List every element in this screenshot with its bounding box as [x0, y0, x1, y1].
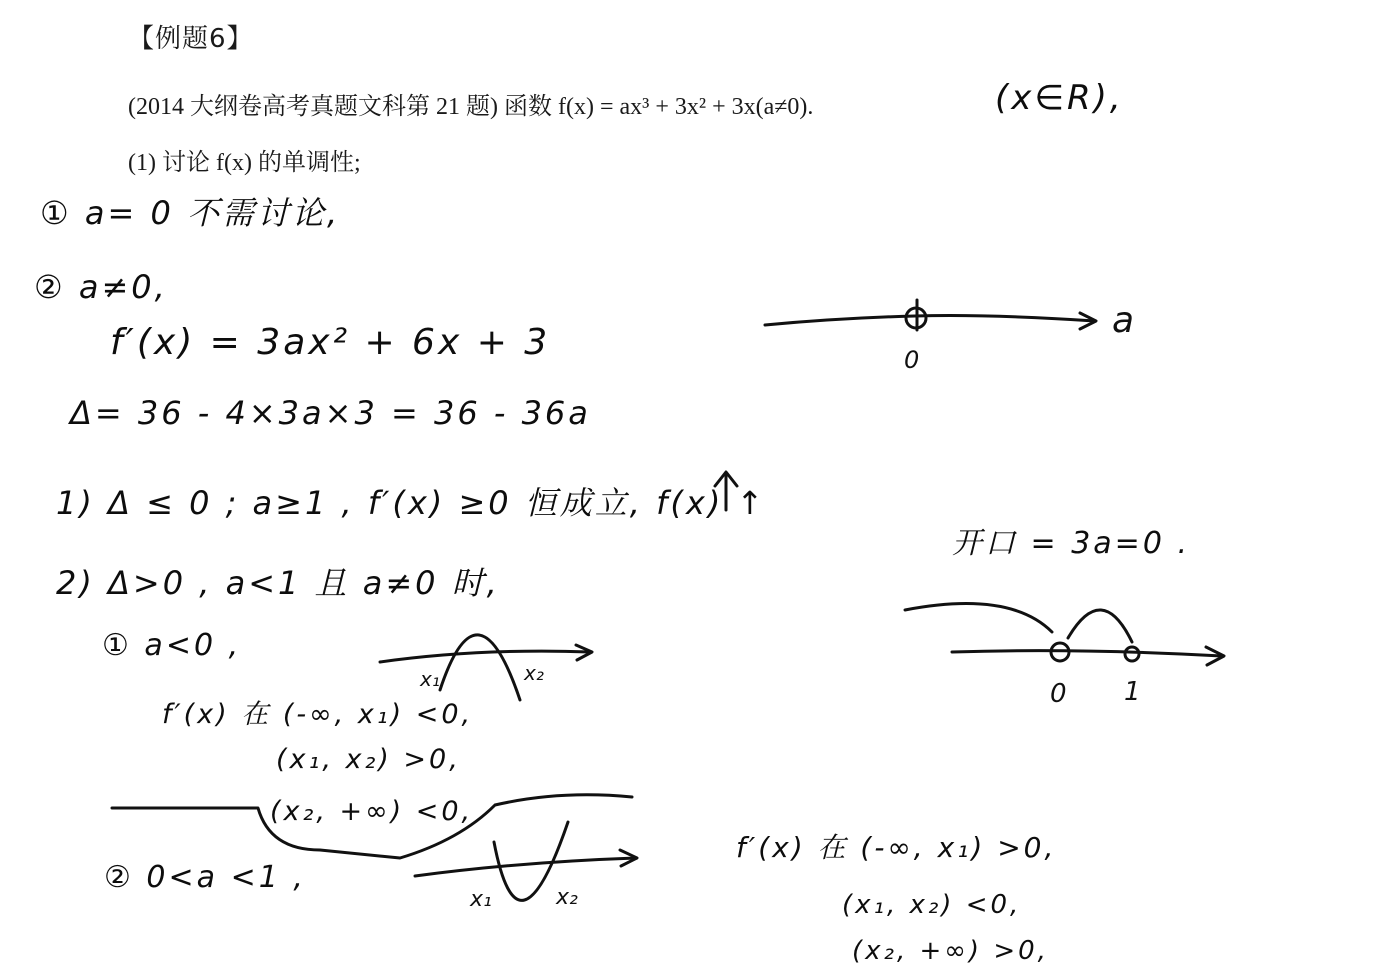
up-parabola-sketch [415, 822, 637, 912]
interval-line-2: (x₁, x₂) >0, [276, 744, 461, 775]
interval-line-1: f′(x) 在 (-∞, x₁) <0, [162, 699, 474, 730]
sub-case-1-line: 1) Δ ≤ 0 ; a≥1 , f′(x) ≥0 恒成立, f(x) ↑ [56, 484, 767, 522]
sub-case-2b-line: ② 0<a <1 , [104, 860, 306, 895]
case-2-line: ② a≠0, [34, 268, 168, 306]
down-parabola-x2-label: x₂ [524, 661, 544, 685]
sub-case-2a-line: ① a<0 , [102, 628, 242, 663]
domain-note: (x∈R), [995, 78, 1124, 118]
example-title: 【例题6】 [128, 24, 254, 54]
a-axis-line [765, 316, 1095, 325]
right-axis-zero-label: 0 [1050, 679, 1067, 709]
right-number-line [905, 604, 1224, 709]
down-parabola-curve [440, 635, 520, 700]
problem-part-1: (1) 讨论 f(x) 的单调性; [128, 150, 361, 176]
up-parabola-x2-label: x₂ [556, 885, 578, 910]
a-axis-label: a [1112, 300, 1135, 341]
up-parabola-x1-label: x₁ [470, 887, 492, 912]
right-axis-one-circle [1125, 647, 1139, 661]
opening-note: 开口 = 3a=0 . [952, 526, 1190, 561]
right-axis-hump-curve [1068, 610, 1132, 642]
up-parabola-axis [415, 858, 636, 876]
problem-statement: (2014 大纲卷高考真题文科第 21 题) 函数 f(x) = ax³ + 3x² + 3x(a≠0). [128, 94, 814, 120]
a-number-line [765, 300, 1134, 374]
derivative-line: f′(x) = 3ax² + 6x + 3 [110, 322, 551, 363]
down-parabola-sketch [380, 635, 592, 700]
down-parabola-axis [380, 651, 590, 662]
right-interval-line-1: f′(x) 在 (-∞, x₁) >0, [736, 831, 1057, 864]
right-axis-line [952, 651, 1222, 656]
a-axis-zero-label: 0 [904, 346, 920, 374]
right-interval-line-3: (x₂, +∞) >0, [852, 936, 1049, 966]
wavy-separator [112, 795, 632, 858]
increasing-arrow [715, 472, 737, 510]
right-axis-one-label: 1 [1124, 677, 1141, 707]
right-axis-left-curve [905, 604, 1052, 632]
sub-case-2-line: 2) Δ>0 , a<1 且 a≠0 时, [56, 564, 500, 602]
down-parabola-x1-label: x₁ [420, 667, 440, 691]
discriminant-line: Δ= 36 - 4×3a×3 = 36 - 36a [70, 394, 591, 432]
interval-line-3: (x₂, +∞) <0, [270, 796, 474, 827]
case-1-line: ① a= 0 不需讨论, [40, 194, 341, 232]
right-interval-line-2: (x₁, x₂) <0, [842, 890, 1022, 920]
